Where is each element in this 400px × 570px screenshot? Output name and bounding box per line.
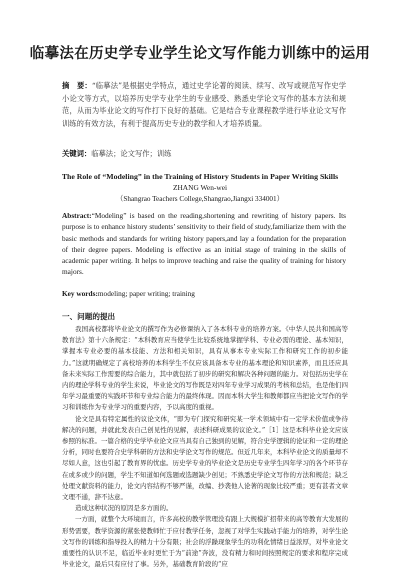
chinese-abstract-label: 摘 要： [62, 81, 92, 90]
chinese-abstract [62, 80, 346, 130]
chinese-keywords-label: 关键词： [62, 149, 92, 158]
section-heading: 一、问题的提出 [62, 312, 116, 321]
english-title: The Role of “Modeling” in the Training of History Students in Paper Writing Skills [61, 172, 339, 181]
english-affiliation: （Shangrao Teachers College,Shangrao,Jiangxi 334001） [116, 195, 284, 203]
english-abstract-label: Abstract: [62, 211, 92, 220]
body-paragraph: 造成这种状况的原因是多方面的。 [75, 504, 173, 513]
paper-title: 临摹法在历史学专业学生论文写作能力训练中的运用 [29, 46, 371, 62]
body-paragraph: 一方面，就整个大环境而言，许多高校的教学管理没有跟上大规模扩招带来的高等教育大发展的形势需要，教学资源的紧张使教师忙于应付教学任务，忽视了对学生实践动手能力的培养，对学生论文写作的训练和指导投入的精力十分有限；社会的浮躁现象学生的功利化情绪日益浓厚，对毕业论文重要性的认识不足，临近毕业时更忙于为“前途”奔波，没有精力和时间按照规定的要求和程序完成毕业论文，最后只有应付了事。另外，基础教育阶段的“应 [62, 515, 348, 569]
body-text [62, 324, 348, 570]
chinese-keywords [62, 149, 171, 159]
english-abstract [62, 210, 346, 278]
english-keywords-text: modeling; paper writing; training [97, 289, 195, 298]
body-paragraph: 我国高校都将毕业论文的撰写作为必修课纳入了各本科专业的培养方案。《中华人民共和国高等教育法》第十六条规定：“本科教育应当使学生比较系统地掌握学科、专业必需的理论、基本知识，掌握本专业必要的基本技能、方法和相关知识，具有从事本专业实际工作和研究工作的初步能力。”这就明确规定了高校培养的本科学生不仅应该具备本专业的基本理论和知识素养，而且还应具备未来实际工作需要的综合能力，其中就包括了初步的研究和解决各种问题的能力。对包括历史学在内的理论学科专业的学生来说，毕业论文的写作既是对四年专业学习成果的考核和总结，也是他们四年学习最重要的实践环节和专业综合能力的最终体现。因而本科大学生和教师都应当把论文写作的学习和训练作为专业学习的重要内容，予以高度的重视。 [62, 325, 348, 412]
english-keywords-label: Key words: [62, 289, 98, 298]
english-abstract-text: “Modeling” is based on the reading,shortening and rewriting of history papers. Its purpose is to enhance history students’ sensitivity to their field of study,familiarize them with the basic methods and standards for writing history papers,and lay a foundation for the preparation of their degree papers. Modeling is effective as an initial stage of training in the skills of academic paper writing. It helps to improve teaching and raise the quality of training for history majors. [62, 211, 346, 277]
chinese-abstract-text: “临摹法”是根据史学特点，通过史学论著的阅读、续写、改写或规范写作史学小论文等方式，以培养历史学专业学生的专业感受、熟悉史学论文写作的基本方法和规范，从而为毕业论文的写作打下良好的基础。它是结合专业课程教学进行毕业论文写作训练的有效方法，有利于提高历史专业的教学和人才培养质量。 [62, 81, 347, 128]
english-keywords [62, 289, 195, 298]
body-paragraph: 论文是具有特定属性的议论文体，“即为专门探究和研究某一学术领域中有一定学术价值或争待解决的问题，并就此发表自己创见性的见解，表述科研成果的议论文。”［1］这是本科毕业论文应该参照的标准。一篇合格的史学毕业论文应当具有自己独到的见解，符合史学逻辑的论证和一定的理论分析，同时也要符合史学科研的方法和史学论文写作的规范。但近几年来，本科毕业论文的质量却不尽如人意，这也引起了教育界的忧虑。历史学专业的毕业论文是历史专业学生四年学习的各个环节存在或多或少的问题，学生不知道如何选题或选题缺少创见；不熟悉史学论文写作的方法和规范；缺乏处理文献资料的能力，论文内容结构不够严谨，改编、抄袭他人论著的现象比较严重；更有甚者文章文理不通，辞不达意。 [62, 414, 348, 502]
chinese-keywords-text: 临摹法；论文写作；训练 [91, 149, 172, 158]
english-author: ZHANG Wen-wei [172, 183, 228, 192]
